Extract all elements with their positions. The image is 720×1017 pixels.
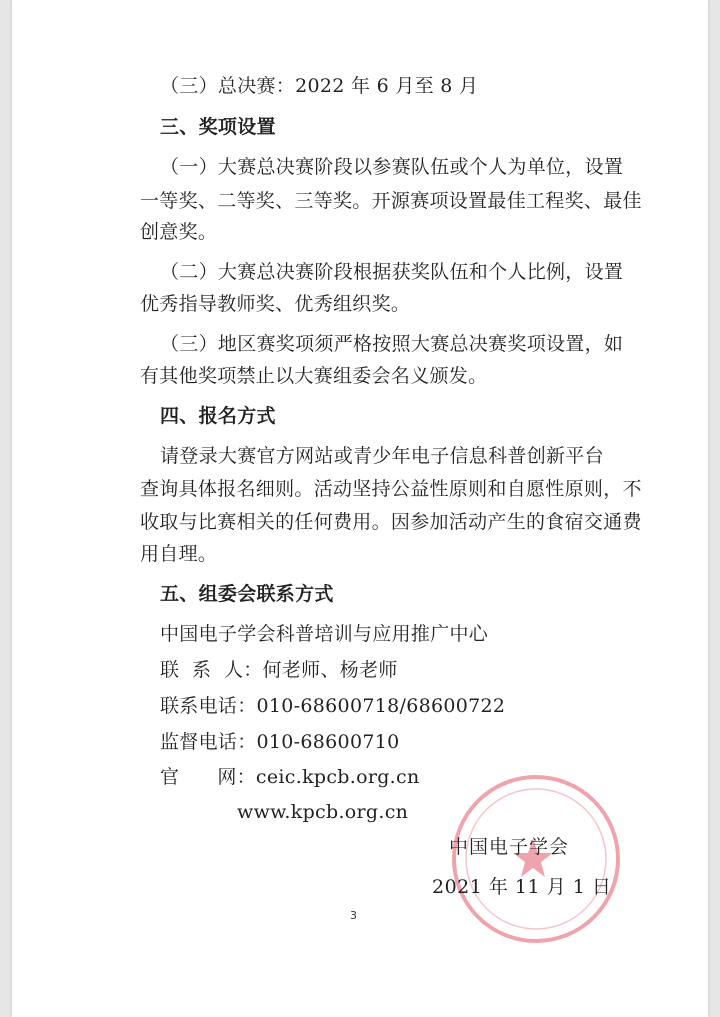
signature-org: 中国电子学会 bbox=[449, 836, 570, 858]
awards-para-2-line-1: （二）大赛总决赛阶段根据获奖队伍和个人比例，设置 bbox=[160, 261, 624, 283]
document-content bbox=[12, 0, 708, 1017]
section-heading-contact: 五、组委会联系方式 bbox=[160, 583, 334, 605]
awards-para-3-line-2: 有其他奖项禁止以大赛组委会名义颁发。 bbox=[140, 365, 488, 387]
contact-phone: 联系电话：010-68600718/68600722 bbox=[160, 695, 506, 717]
awards-para-1-line-3: 创意奖。 bbox=[140, 221, 218, 243]
schedule-final-line: （三）总决赛：2022 年 6 月至 8 月 bbox=[160, 75, 479, 97]
section-heading-awards: 三、奖项设置 bbox=[160, 116, 276, 138]
awards-para-1-line-1: （一）大赛总决赛阶段以参赛队伍或个人为单位，设置 bbox=[160, 156, 624, 178]
registration-line-2: 查询具体报名细则。活动坚持公益性原则和自愿性原则，不 bbox=[140, 478, 642, 500]
awards-para-3-line-1: （三）地区赛奖项须严格按照大赛总决赛奖项设置，如 bbox=[160, 333, 624, 355]
document-page bbox=[12, 0, 708, 1017]
contact-org: 中国电子学会科普培训与应用推广中心 bbox=[160, 623, 489, 645]
section-heading-registration: 四、报名方式 bbox=[160, 405, 276, 427]
registration-line-1: 请登录大赛官方网站或青少年电子信息科普创新平台 bbox=[160, 445, 604, 467]
signature-date: 2021 年 11 月 1 日 bbox=[432, 876, 612, 898]
registration-line-3: 收取与比赛相关的任何费用。因参加活动产生的食宿交通费 bbox=[140, 511, 642, 533]
official-website: 官 网：ceic.kpcb.org.cn bbox=[160, 766, 420, 788]
official-seal bbox=[452, 775, 620, 943]
official-website-alt: www.kpcb.org.cn bbox=[237, 801, 409, 823]
awards-para-2-line-2: 优秀指导教师奖、优秀组织奖。 bbox=[140, 293, 411, 315]
registration-line-4: 用自理。 bbox=[140, 543, 218, 565]
supervision-phone: 监督电话：010-68600710 bbox=[160, 731, 400, 753]
page-number: 3 bbox=[350, 909, 357, 922]
contact-person: 联 系 人：何老师、杨老师 bbox=[160, 659, 398, 681]
awards-para-1-line-2: 一等奖、二等奖、三等奖。开源赛项设置最佳工程奖、最佳 bbox=[140, 190, 642, 212]
